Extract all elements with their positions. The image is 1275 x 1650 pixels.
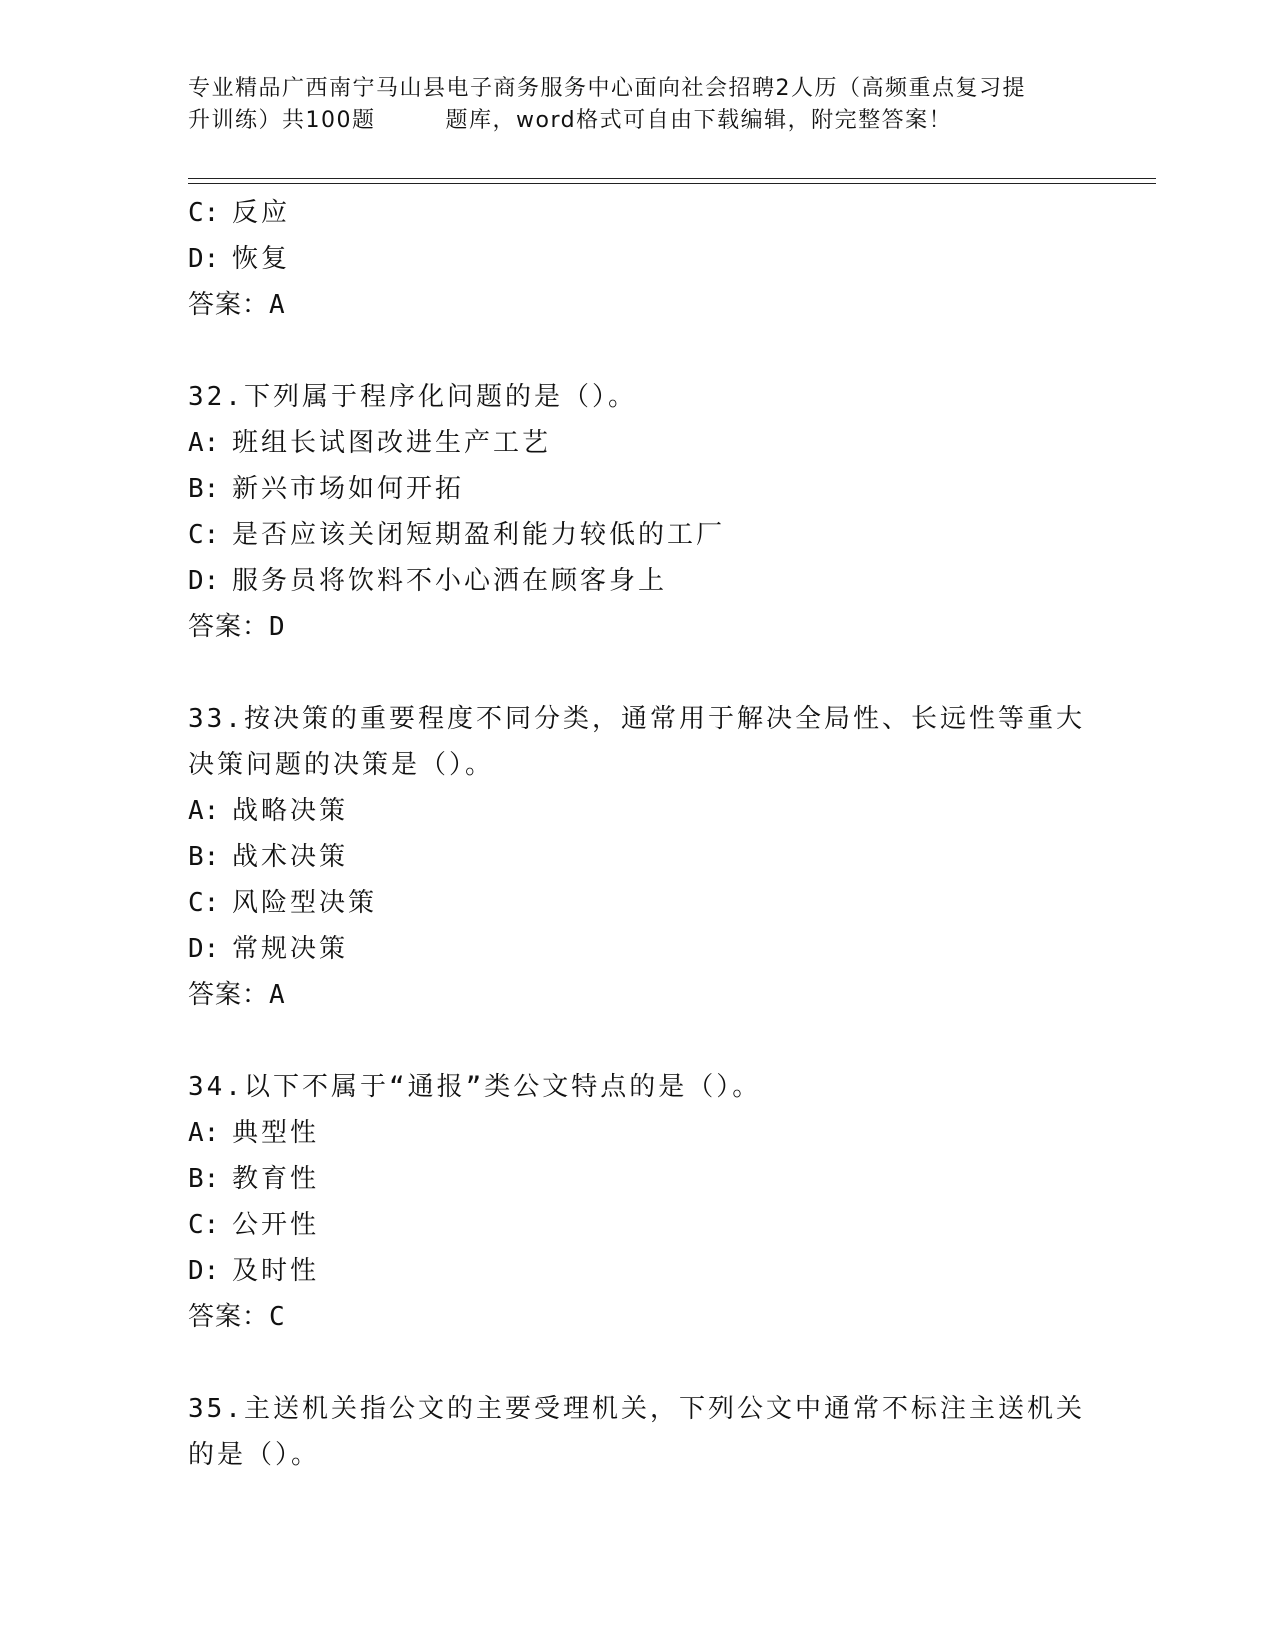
option-text: 战术决策	[232, 842, 349, 872]
option-key: D:	[188, 566, 220, 596]
option-text: 恢复	[232, 244, 291, 274]
option-key: A:	[188, 428, 220, 458]
option-line	[188, 236, 1088, 282]
option-line	[188, 1202, 1088, 1248]
option-text: 典型性	[232, 1118, 320, 1148]
option-key: C:	[188, 888, 220, 918]
option-line	[188, 1248, 1088, 1294]
option-key: B:	[188, 842, 220, 872]
option-text: 战略决策	[232, 796, 349, 826]
option-text: 风险型决策	[232, 888, 378, 918]
header-line-2	[188, 105, 1088, 137]
option-line	[188, 190, 1088, 236]
question-32	[188, 374, 1088, 650]
question-stem: 33.按决策的重要程度不同分类，通常用于解决全局性、长远性等重大	[188, 704, 1085, 734]
question-stem: 35.主送机关指公文的主要受理机关，下列公文中通常不标注主送机关	[188, 1394, 1085, 1424]
option-line	[188, 788, 1088, 834]
option-key: B:	[188, 474, 220, 504]
question-33	[188, 696, 1088, 1018]
answer-label: 答案：	[188, 1302, 270, 1332]
option-line	[188, 926, 1088, 972]
answer-line	[188, 604, 1088, 650]
option-line	[188, 558, 1088, 604]
answer-value: A	[269, 980, 286, 1010]
option-text: 常规决策	[232, 934, 349, 964]
option-text: 教育性	[232, 1164, 320, 1194]
option-text: 班组长试图改进生产工艺	[232, 428, 552, 458]
question-stem-continued: 的是（）。	[188, 1440, 321, 1470]
answer-label: 答案：	[188, 612, 270, 642]
header-divider-bottom	[188, 183, 1156, 184]
option-key: C:	[188, 520, 220, 550]
option-text: 是否应该关闭短期盈利能力较低的工厂	[232, 520, 726, 550]
option-line	[188, 880, 1088, 926]
answer-value: C	[269, 1302, 286, 1332]
option-text: 服务员将饮料不小心洒在顾客身上	[232, 566, 668, 596]
option-line	[188, 834, 1088, 880]
header-line-1: 专业精品广西南宁马山县电子商务服务中心面向社会招聘2人历（高频重点复习提	[188, 76, 1026, 101]
option-key: C:	[188, 1210, 220, 1240]
option-line	[188, 1110, 1088, 1156]
option-key: D:	[188, 1256, 220, 1286]
option-text: 及时性	[232, 1256, 320, 1286]
answer-value: D	[269, 612, 286, 642]
header-line-2-part-2: 题库，word格式可自由下载编辑，附完整答案！	[445, 108, 953, 133]
answer-value: A	[269, 290, 286, 320]
question-stem-continued: 决策问题的决策是（）。	[188, 750, 495, 780]
option-key: A:	[188, 796, 220, 826]
option-line	[188, 466, 1088, 512]
answer-line	[188, 972, 1088, 1018]
option-key: D:	[188, 934, 220, 964]
question-35	[188, 1386, 1088, 1478]
option-key: B:	[188, 1164, 220, 1194]
answer-line	[188, 1294, 1088, 1340]
header-line-2-part-1: 升训练）共100题	[188, 108, 376, 133]
option-key: A:	[188, 1118, 220, 1148]
question-stem: 32.下列属于程序化问题的是（）。	[188, 382, 637, 412]
header-divider-top	[188, 178, 1156, 179]
prev-question-continued	[188, 190, 1088, 328]
question-34	[188, 1064, 1088, 1340]
option-line	[188, 512, 1088, 558]
option-text: 反应	[232, 198, 291, 228]
option-key: C:	[188, 198, 220, 228]
question-list	[188, 190, 1088, 1478]
question-stem: 34.以下不属于“通报”类公文特点的是（）。	[188, 1072, 762, 1102]
option-key: D:	[188, 244, 220, 274]
option-text: 新兴市场如何开拓	[232, 474, 465, 504]
option-line	[188, 420, 1088, 466]
option-line	[188, 1156, 1088, 1202]
document-header	[188, 73, 1088, 137]
option-text: 公开性	[232, 1210, 320, 1240]
answer-label: 答案：	[188, 980, 270, 1010]
answer-line	[188, 282, 1088, 328]
answer-label: 答案：	[188, 290, 270, 320]
